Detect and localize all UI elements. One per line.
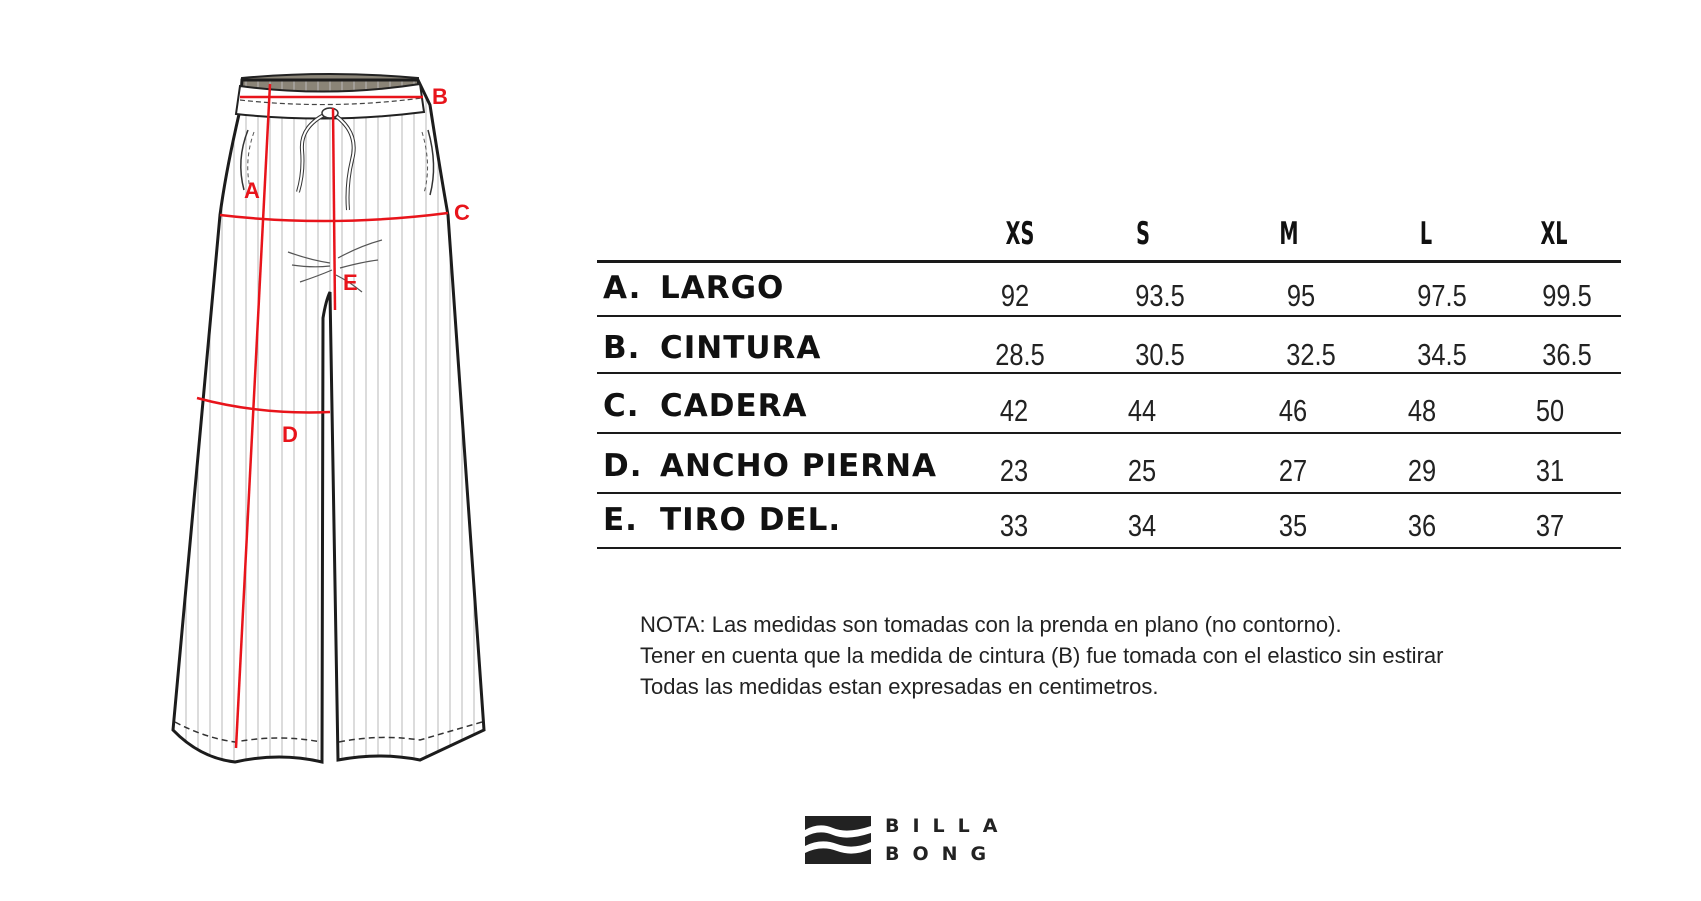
label-a: A [244,178,260,203]
table-cell: 36 [1407,508,1437,543]
size-header-l: L [1419,216,1433,252]
row-label-tiro-del: E. TIRO DEL. [603,502,842,538]
table-cell: 35 [1278,508,1308,543]
label-c: C [454,200,470,225]
table-cell: 34 [1127,508,1157,543]
billabong-logo [805,812,1010,868]
row-divider [597,492,1621,494]
table-cell: 32.5 [1286,337,1336,372]
measurement-notes [640,609,1443,702]
table-cell: 97.5 [1417,278,1467,313]
table-cell: 42 [999,393,1029,428]
size-header-m: M [1279,216,1299,252]
table-cell: 50 [1535,393,1565,428]
label-e: E [343,270,358,295]
label-d: D [282,422,298,447]
note-line: NOTA: Las medidas son tomadas con la prenda en plano (no contorno). [640,612,1342,637]
brand-line-1: BILLA [885,815,1011,837]
pants-diagram [0,0,520,790]
table-cell: 28.5 [995,337,1045,372]
label-b: B [432,84,448,109]
table-cell: 31 [1535,453,1565,488]
table-cell: 44 [1127,393,1157,428]
table-cell: 95 [1286,278,1316,313]
table-cell: 37 [1535,508,1565,543]
table-cell: 92 [1000,278,1030,313]
row-divider [597,315,1621,317]
wave-logo-icon [805,816,871,864]
table-bottom-rule [597,547,1621,549]
table-cell: 27 [1278,453,1308,488]
table-cell: 48 [1407,393,1437,428]
table-cell: 33 [999,508,1029,543]
row-label-largo: A. LARGO [603,270,785,306]
row-divider [597,372,1621,374]
table-cell: 30.5 [1135,337,1185,372]
size-header-xs: XS [1005,216,1035,252]
pants-outline [173,80,484,762]
row-label-cintura: B. CINTURA [603,330,822,366]
table-cell: 29 [1407,453,1437,488]
row-divider [597,432,1621,434]
table-cell: 99.5 [1542,278,1592,313]
table-top-rule [597,260,1621,263]
table-cell: 93.5 [1135,278,1185,313]
row-label-ancho-pierna: D. ANCHO PIERNA [603,448,938,484]
table-cell: 34.5 [1417,337,1467,372]
table-cell: 23 [999,453,1029,488]
note-line: Tener en cuenta que la medida de cintura (B) fue tomada con el elastico sin estirar [640,643,1444,668]
brand-line-2: BONG [885,843,1000,865]
note-line: Todas las medidas estan expresadas en centimetros. [640,674,1159,699]
row-label-cadera: C. CADERA [603,388,808,424]
table-cell: 36.5 [1542,337,1592,372]
table-cell: 46 [1278,393,1308,428]
table-cell: 25 [1127,453,1157,488]
size-header-xl: XL [1540,216,1568,252]
size-header-s: S [1136,216,1150,252]
